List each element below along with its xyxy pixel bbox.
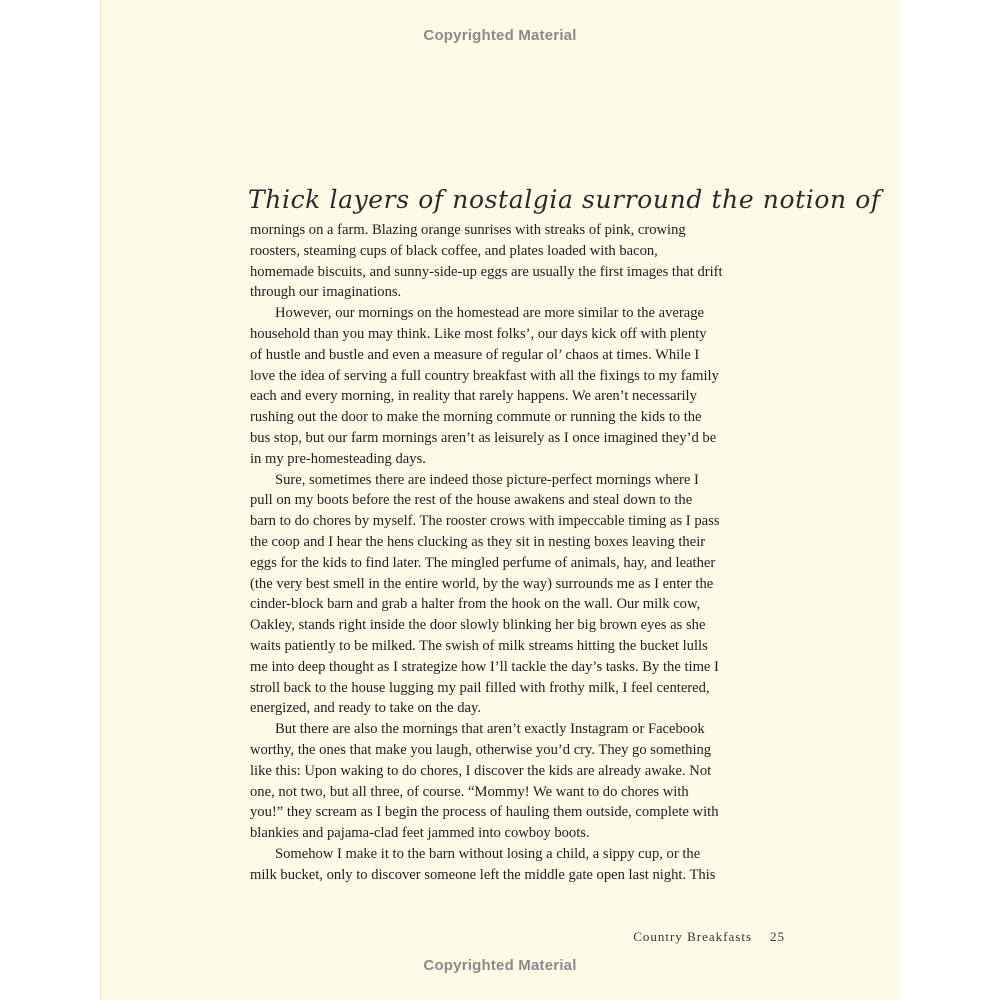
body-line: waits patiently to be milked. The swish of milk streams hitting the bucket lulls [250, 637, 708, 654]
body-line: me into deep thought as I strategize how I’ll tackle the day’s tasks. By the time I [250, 658, 719, 675]
body-line: energized, and ready to take on the day. [250, 700, 481, 717]
body-line: each and every morning, in reality that rarely happens. We aren’t necessarily [250, 388, 697, 405]
body-line: one, not two, but all three, of course. “Mommy! We want to do chores with [250, 783, 689, 800]
body-line: milk bucket, only to discover someone left the middle gate open last night. This [250, 866, 716, 883]
body-line: However, our mornings on the homestead are more similar to the average [275, 305, 704, 322]
body-line: rushing out the door to make the morning commute or running the kids to the [250, 409, 702, 426]
body-line: of hustle and bustle and even a measure of regular ol’ chaos at times. While I [250, 346, 700, 363]
body-line: barn to do chores by myself. The rooster crows with impeccable timing as I pass [250, 513, 720, 530]
body-line: homemade biscuits, and sunny-side-up eggs are usually the first images that drift [250, 263, 723, 280]
body-line: pull on my boots before the rest of the house awakens and steal down to the [250, 492, 693, 509]
body-line: through our imaginations. [250, 284, 402, 301]
body-line: worthy, the ones that make you laugh, otherwise you’d cry. They go something [250, 741, 712, 758]
body-line: the coop and I hear the hens clucking as they sit in nesting boxes leaving their [250, 533, 706, 550]
body-line: Somehow I make it to the barn without losing a child, a sippy cup, or the [275, 845, 701, 862]
body-line: bus stop, but our farm mornings aren’t as leisurely as I once imagined they’d be [250, 429, 717, 446]
body-line: But there are also the mornings that aren’t exactly Instagram or Facebook [275, 721, 705, 738]
body-line: stroll back to the house lugging my pail filled with frothy milk, I feel centered, [250, 679, 710, 696]
body-line: blankies and pajama-clad feet jammed into cowboy boots. [250, 825, 590, 842]
footer-section-title: Country Breakfasts [633, 929, 752, 944]
body-line: eggs for the kids to find later. The mingled perfume of animals, hay, and leather [250, 554, 716, 571]
body-line: love the idea of serving a full country breakfast with all the fixings to my family [250, 367, 719, 384]
lead-in-script-heading: Thick layers of nostalgia surround the notion of [248, 185, 881, 214]
body-line: Sure, sometimes there are indeed those picture-perfect mornings where I [275, 471, 699, 488]
body-line: (the very best smell in the entire world, by the way) surrounds me as I enter the [250, 575, 714, 592]
body-line: you!” they scream as I begin the process of hauling them outside, complete with [250, 804, 719, 821]
body-line: mornings on a farm. Blazing orange sunrises with streaks of pink, crowing [250, 222, 686, 238]
body-line: in my pre-homesteading days. [250, 450, 426, 467]
copyright-watermark-top: Copyrighted Material [423, 27, 577, 44]
running-footer [560, 929, 785, 945]
copyright-watermark-bottom: Copyrighted Material [423, 957, 577, 974]
page-number: 25 [770, 929, 785, 944]
body-line: like this: Upon waking to do chores, I discover the kids are already awake. Not [250, 762, 712, 779]
body-line: Oakley, stands right inside the door slowly blinking her big brown eyes as she [250, 617, 706, 634]
body-text [250, 220, 750, 886]
body-line: household than you may think. Like most folks’, our days kick off with plenty [250, 325, 707, 342]
body-line: roosters, steaming cups of black coffee, and plates loaded with bacon, [250, 242, 658, 259]
body-line: cinder-block barn and grab a halter from the hook on the wall. Our milk cow, [250, 596, 701, 613]
